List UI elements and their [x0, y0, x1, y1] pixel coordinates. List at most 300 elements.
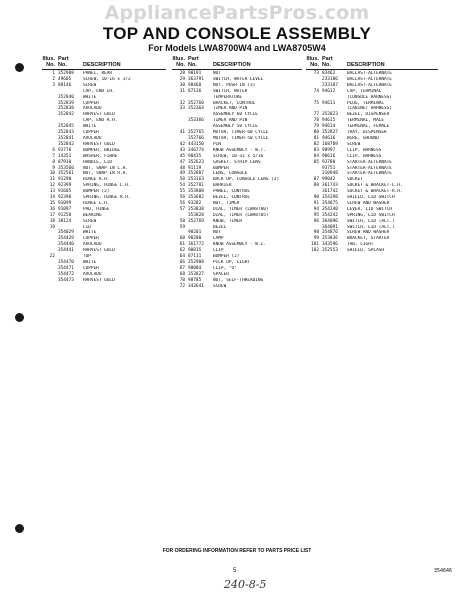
part-description: SPACER [213, 271, 229, 277]
part-description: CAP, END R.H. [83, 118, 118, 124]
part-number: 354876 [322, 230, 338, 236]
part-description: SCREW [83, 82, 97, 88]
part-description: CAP, TERMINAL [347, 88, 382, 94]
part-description: COPPER [83, 265, 99, 271]
part-description: COPPER [83, 100, 99, 106]
part-description: SCREW AND WASHER [347, 230, 390, 236]
header-part: Part [58, 56, 69, 62]
illus-number: 30 [179, 82, 185, 88]
watermark: AppliancePartsPros.com [104, 2, 370, 24]
illus-number: 2 [52, 76, 55, 82]
part-description: (CABINET HARNESS) [347, 106, 392, 112]
part-description: SCREW [83, 218, 97, 224]
part-description: BRACKET, STARTER [347, 236, 390, 242]
part-description: BRACKET, CONTROL [213, 100, 256, 106]
part-number: 14351 [58, 153, 72, 159]
part-number: 353836 [322, 236, 338, 242]
part-number: 352781 [188, 183, 204, 189]
part-description: BUMPER (2) [83, 189, 110, 195]
part-number: 98201 [188, 230, 202, 236]
part-number: 364096 [322, 218, 338, 224]
part-number: 91605 [58, 189, 72, 195]
part-number: 94612 [322, 88, 336, 94]
illus-number: 84 [313, 153, 319, 159]
illus-number: 6 [52, 147, 55, 153]
binder-hole-top [15, 63, 24, 72]
part-description: ASSEMBLY 50 CYCLE [213, 124, 258, 130]
illus-number: 45 [179, 153, 185, 159]
column-header-row [172, 62, 302, 68]
part-number: 354875 [322, 200, 338, 206]
illus-number: 28 [179, 71, 185, 76]
part-number: 363791 [188, 76, 204, 82]
illus-number: 77 [313, 112, 319, 118]
illus-number: 95 [313, 212, 319, 218]
part-description: HANDLE, LID [83, 159, 113, 165]
binder-hole-middle [15, 313, 24, 322]
header-no: No. [176, 62, 185, 68]
illus-number: 64 [179, 254, 185, 260]
part-number: 352840 [58, 94, 74, 100]
part-description: BEZEL, CONTROL [213, 195, 251, 201]
part-number: 354429 [58, 236, 74, 242]
part-description: SWITCH, WATER [213, 88, 248, 94]
part-number: 352843 [58, 130, 74, 136]
part-description: LENS, CONSOLE [213, 171, 248, 177]
part-description: TIMER AND PIN [213, 118, 248, 124]
part-number: 98084 [188, 265, 202, 271]
part-number: 98200 [188, 236, 202, 242]
part-number: 93282 [188, 200, 202, 206]
part-description: SCREW AND WASHER [347, 200, 390, 206]
part-number: 352766 [188, 135, 204, 141]
part-number: 352842 [58, 112, 74, 118]
part-description: SPRING, HINGE L.H. [83, 183, 131, 189]
part-description: KNOB, TIMER [213, 218, 243, 224]
binder-hole-bottom [15, 524, 24, 533]
header-no: No. [188, 62, 197, 68]
illus-number: 62 [179, 248, 185, 254]
part-description: SOCKET & BRACKET-L.H. [347, 183, 403, 189]
part-number: 91097 [58, 206, 72, 212]
header-part: Part [322, 56, 333, 62]
part-description: NUT [213, 71, 221, 76]
illus-number: 10 [49, 171, 55, 177]
part-description: BALLAST-ALTERNATE [347, 82, 392, 88]
part-number: 352845 [58, 124, 74, 130]
part-description: BEARING [83, 212, 102, 218]
part-number: 90435 [188, 153, 202, 159]
illus-number: 8 [52, 159, 55, 165]
part-description: DIAL, TIMER (LWA8700) [213, 206, 269, 212]
part-number: 354440 [58, 242, 74, 248]
illus-number: 56 [179, 200, 185, 206]
illus-number: 87 [313, 177, 319, 183]
illus-number: 43 [179, 147, 185, 153]
illus-number: 12 [49, 183, 55, 189]
part-number: 354470 [58, 260, 74, 265]
part-description: CLIP, HARNESS [347, 153, 382, 159]
part-description: HARVEST GOLD [83, 248, 115, 254]
part-number: 93751 [322, 165, 336, 171]
ordering-note: FOR ORDERING INFORMATION REFER TO PARTS PRICE LIST [162, 548, 312, 554]
illus-number: 1 [52, 71, 55, 76]
illus-number: 88 [313, 183, 319, 189]
illus-number: 78 [313, 118, 319, 124]
part-number: 352827 [322, 130, 338, 136]
parts-list [306, 71, 438, 254]
header-rule [42, 69, 166, 70]
part-description: BACK UP, CONSOLE LENS (2) [213, 177, 280, 183]
illus-number: 80 [313, 130, 319, 136]
part-description: KNOB ASSEMBLY - W.T. [213, 147, 266, 153]
part-description: SCREW, 10-32 x 5/16 [213, 153, 264, 159]
page-subtitle: For Models LWA8700W4 and LWA8705W4 [148, 43, 326, 53]
illus-number: 96 [313, 218, 319, 224]
part-number: 361743 [322, 183, 338, 189]
part-number: 98460 [188, 82, 202, 88]
part-number: 310948 [322, 171, 338, 177]
part-description: PAD, HINGE [83, 206, 110, 212]
part-description: SHIELD, SPLASH [347, 248, 385, 254]
part-number: 352988 [58, 71, 74, 76]
part-number: 352765 [188, 130, 204, 136]
part-number: 87910 [58, 159, 72, 165]
part-description: AVOCADO [83, 271, 102, 277]
part-description: WHITE [83, 124, 97, 130]
part-description: LAMP [213, 236, 224, 242]
part-number: 352561 [58, 171, 74, 177]
part-description: TIMER AND PIN [213, 106, 248, 112]
illus-number: 41 [179, 130, 185, 136]
header-rule [172, 69, 302, 70]
illus-number: 70 [179, 277, 185, 283]
header-no: No. [310, 62, 319, 68]
part-description: PIN [213, 141, 221, 147]
part-number: 346774 [188, 147, 204, 153]
part-description: BEZEL, DISPENSER [347, 112, 390, 118]
part-description: LEVER, LID SWITCH [347, 206, 392, 212]
part-description: PICK UP, LIGHT [213, 260, 251, 265]
handwritten-note: 240-8-5 [224, 578, 267, 591]
header-no: No. [322, 62, 331, 68]
part-description: SWITCH, LID (ALT.) [347, 224, 395, 230]
part-number: 353808 [188, 189, 204, 195]
illus-number: 102 [311, 248, 319, 254]
part-description: TERMINAL, MALE [347, 118, 385, 124]
part-number: 93770 [58, 147, 72, 153]
part-description: PLUG, TERMINAL [347, 100, 385, 106]
part-number: 343596 [322, 242, 338, 248]
part-description: HINGE L.H. [83, 200, 110, 206]
part-number: 94614 [322, 124, 336, 130]
part-number: 361772 [188, 242, 204, 248]
part-description: COPPER [83, 130, 99, 136]
illus-number: 58 [179, 218, 185, 224]
part-description: NUT, SNAP IN L.H. [83, 165, 128, 171]
illus-number: 101 [311, 242, 319, 248]
part-description: NUT [213, 230, 221, 236]
part-number: 91099 [58, 200, 72, 206]
part-description: STARTER-ALTERNATE [347, 171, 392, 177]
part-description: NUT, SELF-THREADING [213, 277, 264, 283]
parts-column-2 [172, 56, 302, 290]
part-description: BARRIER [213, 183, 232, 189]
column-header [42, 56, 166, 68]
illus-number: 74 [313, 88, 319, 94]
illus-number: 31 [179, 88, 185, 94]
part-number: 354472 [58, 271, 74, 277]
part-number: 92399 [58, 183, 72, 189]
part-number: 364091 [322, 224, 338, 230]
part-description: CLIP, HARNESS [347, 147, 382, 153]
illus-number: 18 [49, 218, 55, 224]
part-number: 94616 [322, 135, 336, 141]
part-number: 94611 [322, 100, 336, 106]
part-number: 352842 [58, 141, 74, 147]
illus-number: 7 [52, 153, 55, 159]
part-number: 353366 [188, 118, 204, 124]
part-row [306, 248, 438, 254]
part-number: 352769 [188, 218, 204, 224]
part-description: PANEL, CONTROL [213, 189, 251, 195]
part-description: WASHER, FIBRE [83, 153, 118, 159]
part-description: SOCKET [347, 177, 363, 183]
part-number: 98191 [188, 71, 202, 76]
part-number: 353560 [58, 165, 74, 171]
illus-number: 29 [179, 76, 185, 82]
illus-number: 79 [313, 124, 319, 130]
part-description: SCREW [347, 141, 361, 147]
part-number: 98785 [188, 277, 202, 283]
part-description: AVOCADO [83, 135, 102, 141]
part-description: BUMPER, BRIDGE [83, 147, 121, 153]
column-header [306, 56, 438, 68]
part-number: 353838 [188, 206, 204, 212]
illus-number: 14 [49, 195, 55, 201]
part-number: 352908 [188, 260, 204, 265]
header-illus: Illus. [172, 56, 185, 62]
illus-number: 91 [313, 200, 319, 206]
illus-number: 68 [179, 271, 185, 277]
part-number: 87136 [188, 88, 202, 94]
part-number: 354242 [322, 212, 338, 218]
part-description: GASKET, STRIP LENS [213, 159, 261, 165]
part-number: 354240 [322, 206, 338, 212]
part-description: HARVEST GOLD [83, 277, 115, 283]
header-illus: Illus. [42, 56, 55, 62]
illus-number: 60 [179, 236, 185, 242]
part-number: 352364 [188, 106, 204, 112]
illus-number: 17 [49, 212, 55, 218]
illus-number: 85 [313, 159, 319, 165]
part-description: MOTOR, TIMER-50 CYCLE [213, 135, 269, 141]
part-description: WIRE, GROUND [347, 135, 379, 141]
illus-number: 57 [179, 206, 185, 212]
illus-number: 73 [313, 71, 319, 76]
parts-list [172, 71, 302, 290]
part-number: 361742 [322, 189, 338, 195]
part-number: 352838 [58, 106, 74, 112]
illus-number: 13 [49, 189, 55, 195]
part-number: 49605 [58, 76, 72, 82]
part-number: 92398 [58, 195, 72, 201]
part-description: HARVEST GOLD [83, 141, 115, 147]
part-number: 354441 [58, 248, 74, 254]
illus-number: 66 [179, 260, 185, 265]
part-number: 99042 [322, 177, 336, 183]
part-description: BUMPER [213, 165, 229, 171]
part-description: SCREW [213, 283, 227, 289]
part-description: STARTER-ALTERNATE [347, 165, 392, 171]
part-description: HINGE R.H. [83, 177, 110, 183]
part-number: 352623 [188, 159, 204, 165]
illus-number: 47 [179, 159, 185, 165]
part-description: TRAY, DISPENSER [347, 130, 387, 136]
header-no: No. [58, 62, 67, 68]
header-no: No. [46, 62, 55, 68]
part-number: 352841 [58, 135, 74, 141]
illus-number: 94 [313, 206, 319, 212]
illus-number: 55 [179, 189, 185, 195]
illus-number: 19 [49, 224, 55, 230]
header-rule [306, 69, 438, 70]
illus-number: 3 [52, 82, 55, 88]
part-number: 354471 [58, 265, 74, 271]
part-description: (CONSOLE HARNESS) [347, 94, 392, 100]
illus-number: 11 [49, 177, 55, 183]
document-number: 354646 [434, 568, 453, 574]
header-description: DESCRIPTION [347, 62, 385, 68]
part-description: CAP, END LH. [83, 88, 115, 94]
illus-number: 75 [313, 100, 319, 106]
illus-number: 99 [313, 236, 319, 242]
part-description: SHIELD, LID SWITCH [347, 195, 395, 201]
part-number: 94615 [322, 118, 336, 124]
part-description: BALLAST-ALTERNATE [347, 76, 392, 82]
illus-number: 56 [179, 195, 185, 201]
part-row [172, 284, 302, 290]
illus-number: 15 [49, 200, 55, 206]
part-number: 353602 [188, 195, 204, 201]
part-number: 90015 [188, 248, 202, 254]
part-number: 90616 [322, 153, 336, 159]
part-number: 91119 [188, 165, 202, 171]
page-title: TOP AND CONSOLE ASSEMBLY [102, 24, 372, 43]
part-description: CLIP, "U" [213, 265, 237, 271]
part-description: SPRING, LID SWITCH [347, 212, 395, 218]
illus-number: 83 [313, 147, 319, 153]
illus-number: 98 [313, 230, 319, 236]
part-description: COPPER [83, 236, 99, 242]
parts-column-1 [42, 56, 166, 284]
part-description: TERMINAL, FEMALE [347, 124, 390, 130]
part-description: SOCKET & BRACKET-R.H. [347, 189, 403, 195]
column-header [172, 56, 302, 68]
illus-number: 48 [179, 165, 185, 171]
part-description: NUT, PUSH IN (3) [213, 82, 256, 88]
part-description: SWITCH, LID (ALT.) [347, 218, 395, 224]
column-header-row [42, 62, 166, 68]
part-description: CLIP [213, 248, 224, 254]
header-part: Part [188, 56, 199, 62]
illus-number: 42 [179, 141, 185, 147]
part-description: STARTER-ALTERNATE [347, 159, 392, 165]
part-description: SWITCH, WATER LEVEL [213, 76, 264, 82]
part-description: WHITE [83, 260, 97, 265]
part-number: 353827 [188, 271, 204, 277]
part-number: 87111 [188, 254, 202, 260]
illus-number: 61 [179, 242, 185, 248]
illus-number: 67 [179, 265, 185, 271]
part-description: PANEL, REAR [83, 71, 113, 76]
part-description: BEZEL [213, 224, 227, 230]
part-description: NUT, TIMER [213, 200, 240, 206]
illus-number [42, 278, 58, 284]
part-number: 353163 [188, 177, 204, 183]
part-number: 38124 [58, 218, 72, 224]
part-description: DIAL, TIMER (LWA8705) [213, 212, 269, 218]
part-number: 233186 [322, 76, 338, 82]
part-number: 91290 [58, 177, 72, 183]
part-description: BUMPER (2) [213, 254, 240, 260]
part-description: MOTOR, TIMER-60 CYCLE [213, 130, 269, 136]
part-description: SCREW, 10-16 x 1/2 [83, 76, 131, 82]
part-description: LID [83, 224, 91, 230]
part-number: 352839 [58, 100, 74, 106]
part-number: 83462 [322, 71, 336, 76]
part-number: 98997 [322, 147, 336, 153]
part-number: 88146 [58, 82, 72, 88]
part-number: 352823 [322, 112, 338, 118]
illus-number: 59 [179, 224, 185, 230]
illus-number: 33 [179, 106, 185, 112]
illus-number: 16 [49, 206, 55, 212]
part-number: 233187 [322, 82, 338, 88]
part-number: 352553 [322, 248, 338, 254]
part-description: NUT, SNAP IN R.H. [83, 171, 128, 177]
page-number: 5 [233, 568, 237, 574]
part-description: WHITE [83, 94, 97, 100]
part-description: HARVEST GOLD [83, 112, 115, 118]
header-description: DESCRIPTION [83, 62, 121, 68]
illus-number: 22 [49, 254, 55, 260]
illus-number: 32 [179, 100, 185, 106]
part-number: 353828 [188, 212, 204, 218]
part-number: 93780 [322, 159, 336, 165]
illus-number: 81 [313, 135, 319, 141]
part-number: 352760 [188, 100, 204, 106]
part-row [42, 278, 166, 284]
illus-number: 82 [313, 141, 319, 147]
part-number: 343641 [188, 283, 204, 289]
parts-column-3 [306, 56, 438, 254]
part-description: TAB, LIGHT [347, 242, 374, 248]
part-number: 91258 [58, 212, 72, 218]
parts-list [42, 71, 166, 284]
part-number: 168709 [322, 141, 338, 147]
part-description: AVOCADO [83, 242, 102, 248]
part-description: WHITE [83, 230, 97, 236]
part-description: TEMPERATURE [213, 94, 243, 100]
part-description: TOP [83, 254, 91, 260]
illus-number: 50 [179, 177, 185, 183]
part-description: BALLAST-ALTERNATE [347, 71, 392, 76]
part-number: 352887 [188, 171, 204, 177]
column-header-row [306, 62, 438, 68]
part-number: 354398 [322, 195, 338, 201]
part-number: 354473 [58, 277, 74, 283]
